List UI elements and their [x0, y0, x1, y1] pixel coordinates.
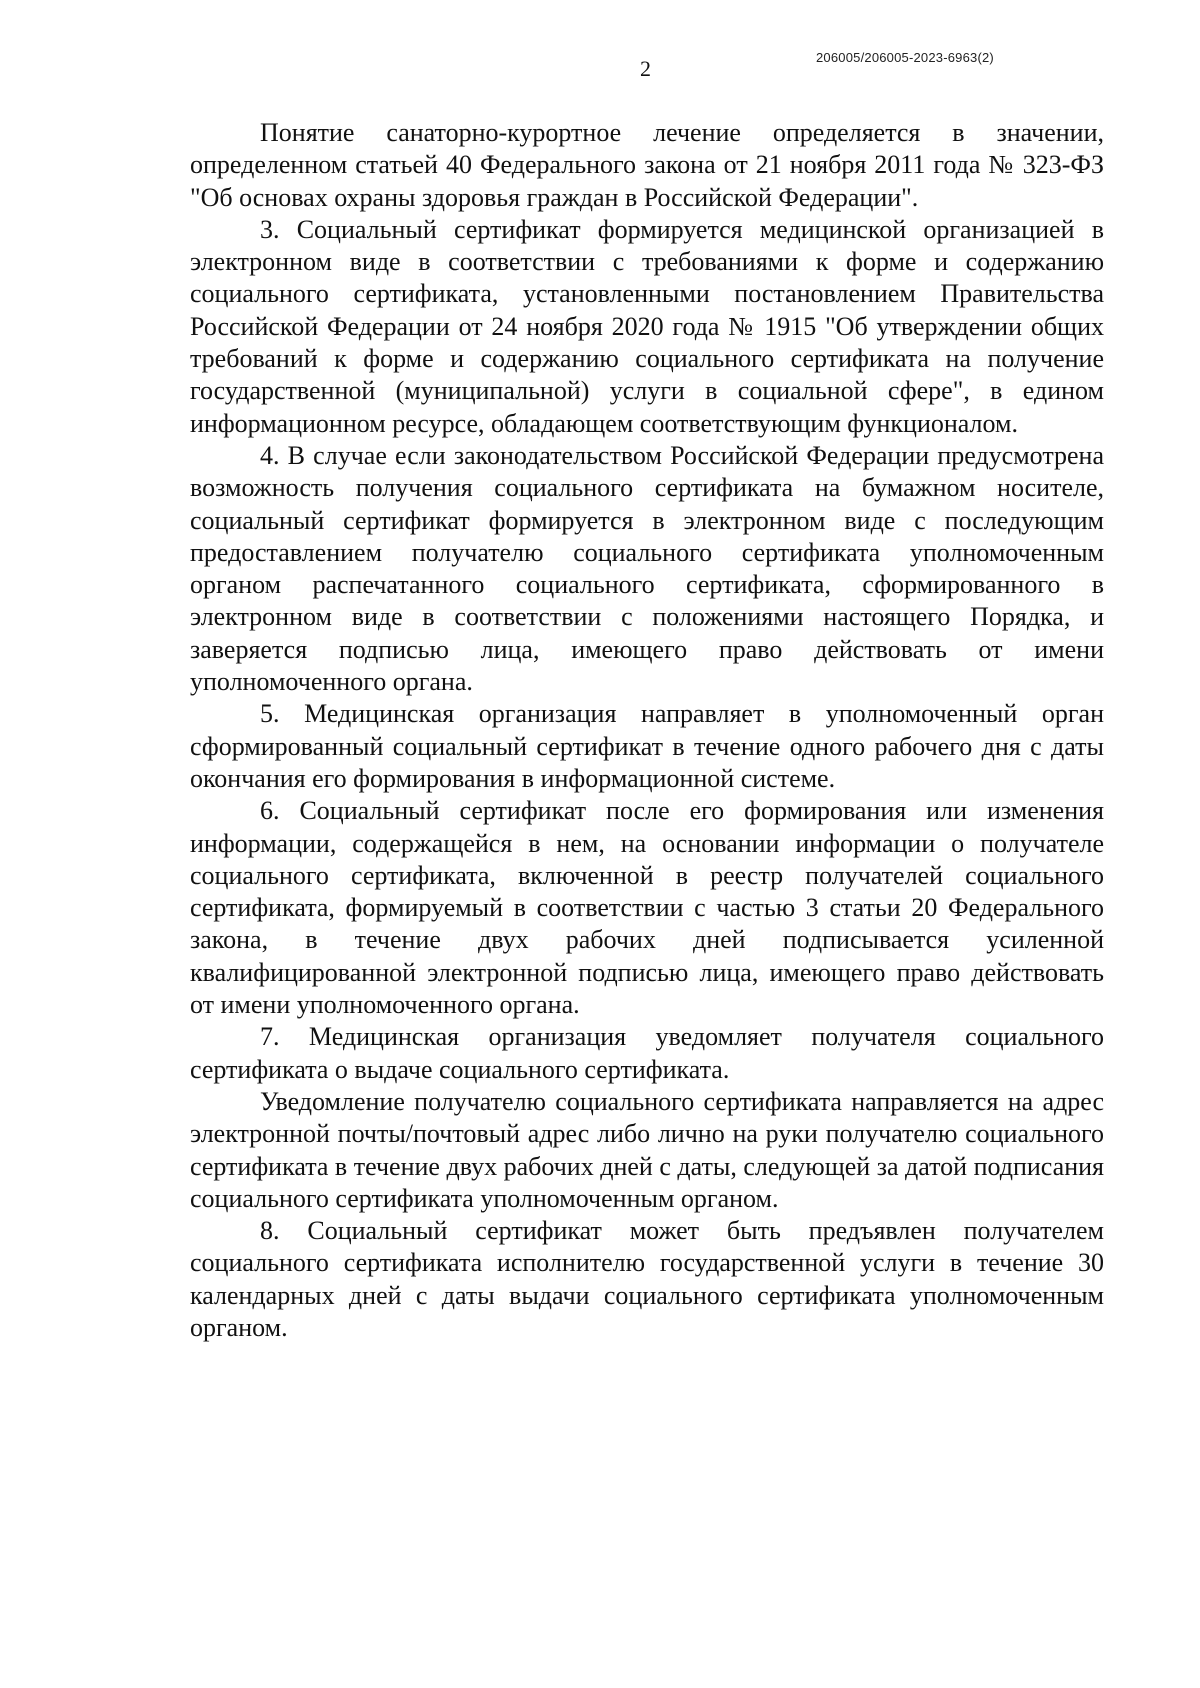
paragraph-item-5: 5. Медицинская организация направляет в уполномоченный орган сформированный социальный сертификат в течение одного рабочего дня с даты окончания его формирования в информационной системе. — [190, 699, 1104, 793]
paragraph-notification: Уведомление получателю социального сертификата направляется на адрес электронной почты/почтовый адрес либо лично на руки получателю социального сертификата в течение двух рабочих дней с даты, следующей за датой подписания социального сертификата уполномоченным органом. — [190, 1086, 1104, 1213]
paragraph-item-6: 6. Социальный сертификат после его формирования или изменения информации, содержащейся в нем, на основании информации о получателе социального сертификата, включенной в реестр получателей социального сертификата, формируемый в соответствии с частью 3 статьи 20 Федерального закона, в течение двух рабочих дней подписывается усиленной квалифицированной электронной подписью лица, имеющего право действовать от имени уполномоченного органа. — [190, 796, 1104, 1020]
paragraph-sanatorium-definition: Понятие санаторно-курортное лечение определяется в значении, определенном статьей 40 Федерального закона от 21 ноября 2011 года № 323-ФЗ "Об основах охраны здоровья граждан в Российской Федерации". — [190, 118, 1104, 212]
paragraph-item-8: 8. Социальный сертификат может быть предъявлен получателем социального сертификата исполнителю государственной услуги в течение 30 календарных дней с даты выдачи социального сертификата уполномоченным органом. — [190, 1216, 1104, 1342]
paragraph-item-3: 3. Социальный сертификат формируется медицинской организацией в электронном виде в соответствии с требованиями к форме и содержанию социального сертификата, установленными постановлением Правительства Российской Федерации от 24 ноября 2020 года № 1915 "Об утверждении общих требований к форме и содержанию социального сертификата на получение государственной (муниципальной) услуги в социальной сфере", в едином информационном ресурсе, обладающем соответствующим функционалом. — [190, 214, 1104, 438]
paragraph-item-7: 7. Медицинская организация уведомляет получателя социального сертификата о выдаче социального сертификата. — [190, 1022, 1104, 1084]
page-number: 2 — [640, 56, 651, 81]
document-body — [190, 117, 1104, 1344]
paragraph-item-4: 4. В случае если законодательством Российской Федерации предусмотрена возможность получения социального сертификата на бумажном носителе, социальный сертификат формируется в электронном виде с последующим предоставлением получателю социального сертификата уполномоченным органом распечатанного социального сертификата, сформированного в электронном виде в соответствии с положениями настоящего Порядка, и заверяется подписью лица, имеющего право действовать от имени уполномоченного органа. — [190, 440, 1104, 697]
document-registration-number: 206005/206005-2023-6963(2) — [816, 50, 994, 65]
